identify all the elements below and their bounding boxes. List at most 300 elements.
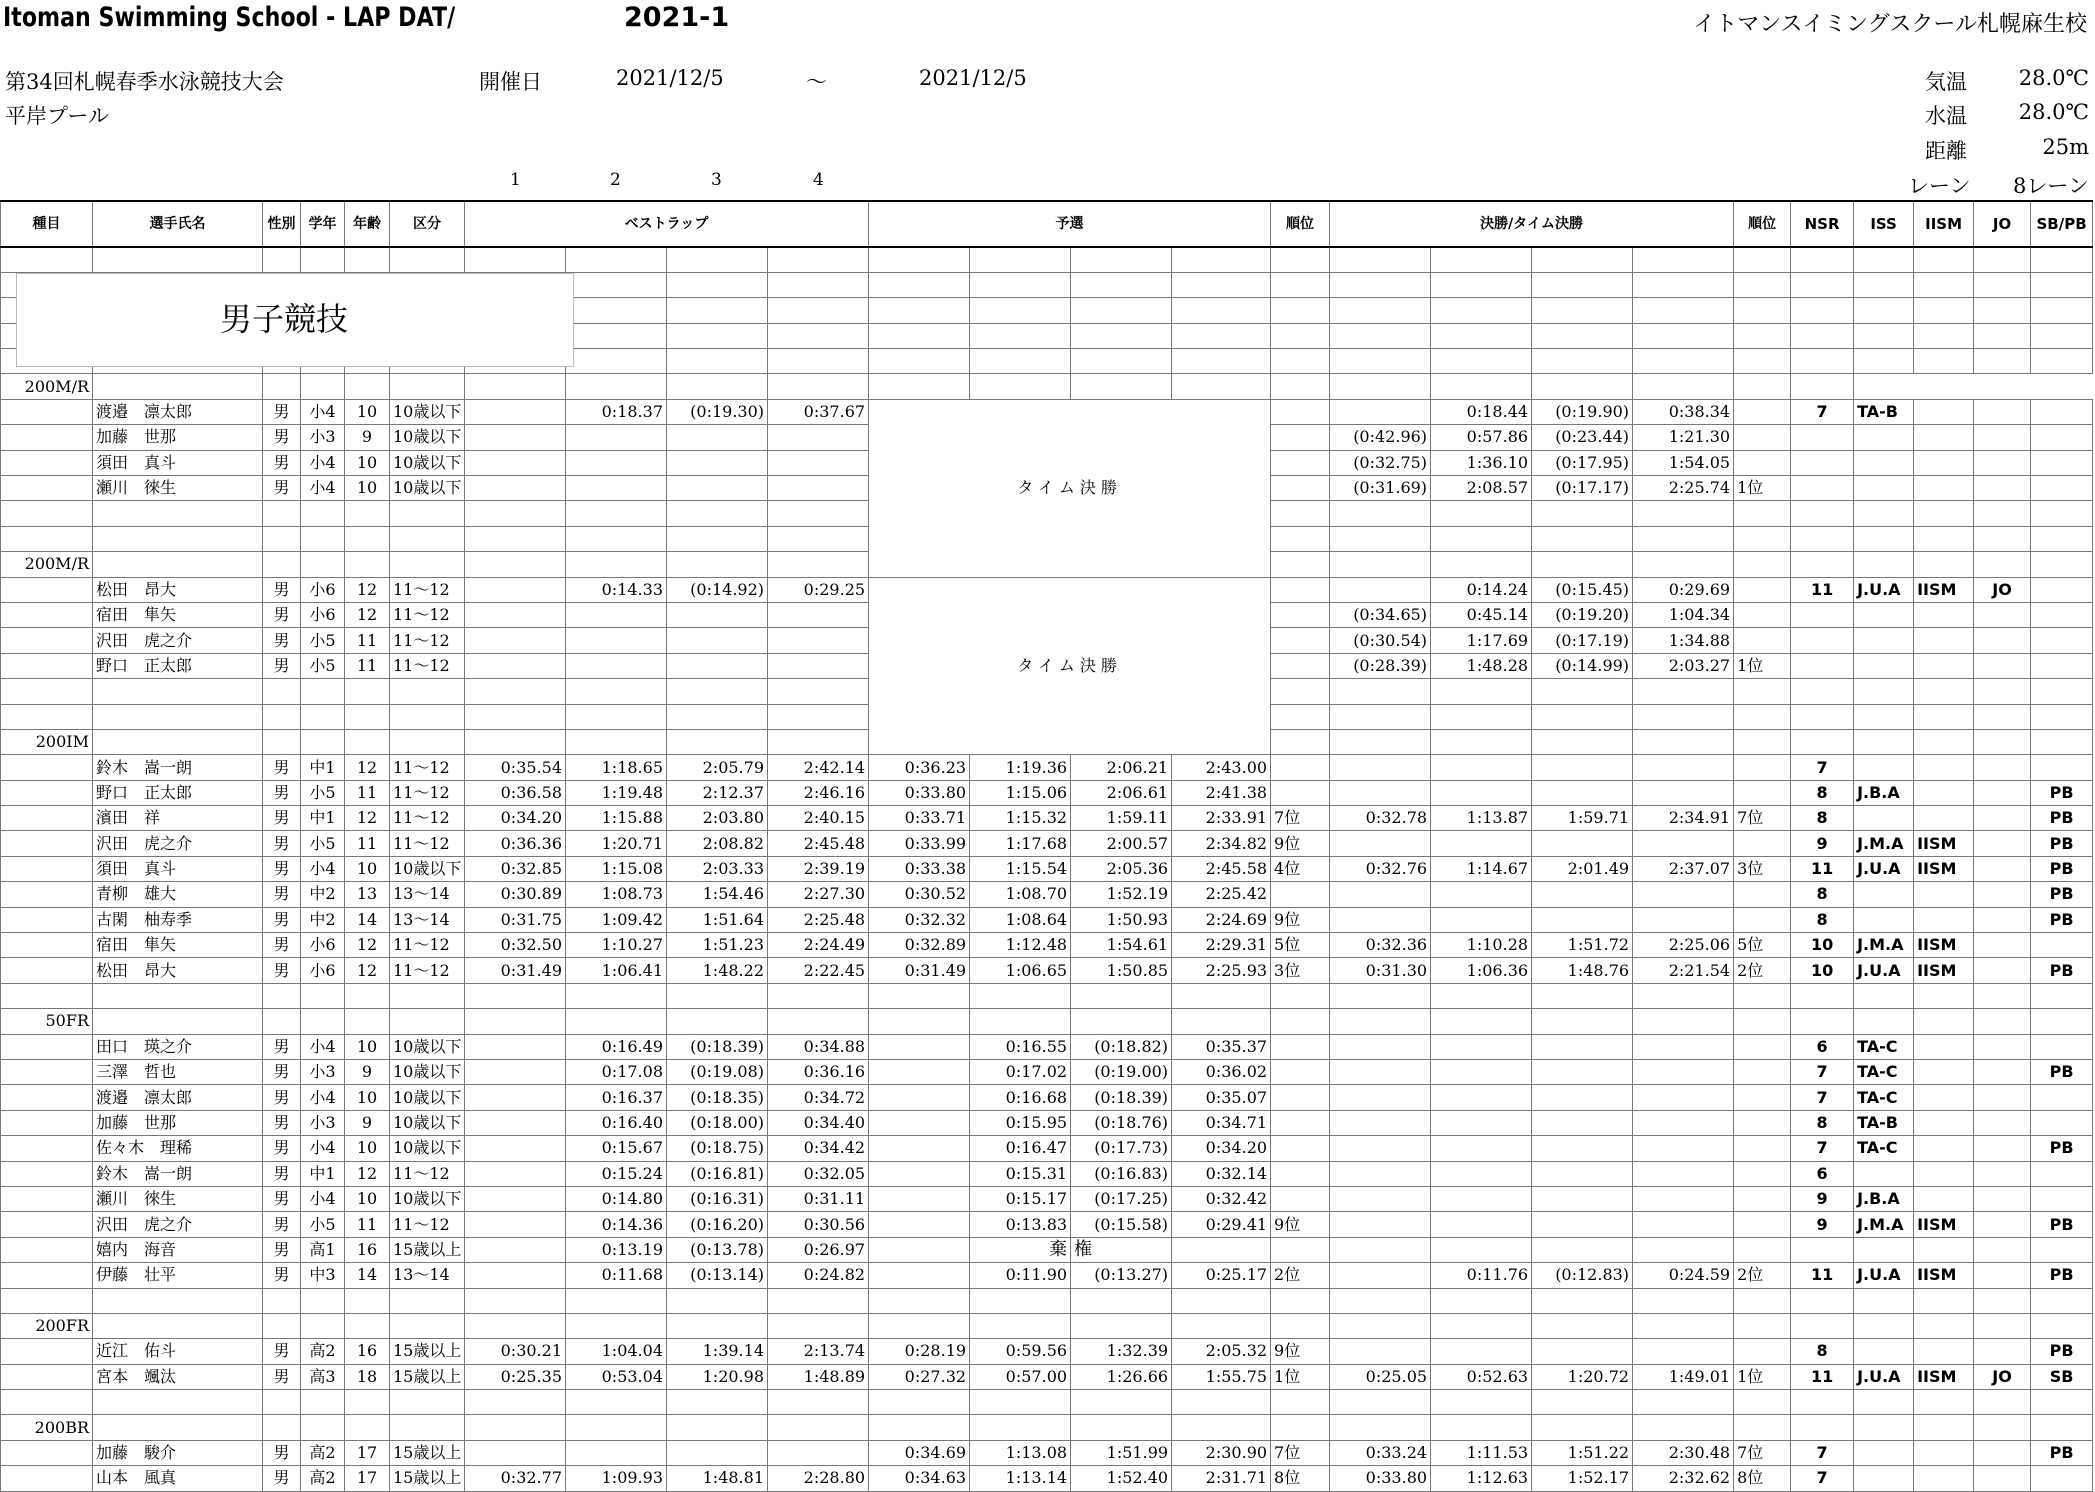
empty-cell [465,247,566,272]
empty-cell [1974,983,2031,1008]
swimmer-name: 渡邉 凛太郎 [93,399,263,424]
table-row [1,1186,2093,1211]
sbpb-value [2031,755,2093,780]
empty-cell [869,247,970,272]
empty-cell [869,1415,970,1440]
final-lap-2 [1431,831,1532,856]
sbpb-value [2031,450,2093,475]
swimmer-division: 10歳以下 [390,1110,465,1135]
empty-cell [1271,1415,1330,1440]
heat-rank [1271,628,1330,653]
empty-cell [768,1313,869,1338]
empty-cell [345,247,390,272]
empty-cell [566,1288,667,1313]
nsr-value: 10 [1791,958,1854,983]
nsr-value: 6 [1791,1161,1854,1186]
jo-value [1974,1110,2031,1135]
empty-cell [2031,323,2093,348]
empty-cell [345,374,390,399]
empty-cell [1,958,93,983]
swimmer-grade: 高2 [301,1339,345,1364]
swimmer-division: 10歳以下 [390,450,465,475]
empty-cell [1,679,93,704]
final-lap-4 [1633,1339,1734,1364]
empty-cell [1,907,93,932]
best-lap-1 [465,476,566,501]
best-lap-4 [768,602,869,627]
swimmer-division: 11～12 [390,602,465,627]
empty-cell [1330,247,1431,272]
empty-cell [869,323,970,348]
empty-cell [1330,323,1431,348]
sbpb-value [2031,933,2093,958]
heat-lap-3: (0:18.76) [1071,1110,1172,1135]
lanes-value: 8レーン [2013,174,2089,198]
best-lap-4: 0:24.82 [768,1263,869,1288]
final-lap-1 [1330,882,1431,907]
empty-cell [667,298,768,323]
nsr-value: 9 [1791,1186,1854,1211]
heat-lap-2: 1:15.32 [970,806,1071,831]
heat-lap-2: 1:08.70 [970,882,1071,907]
final-lap-4 [1633,831,1734,856]
empty-cell [1271,729,1330,754]
swimmer-name: 山本 風真 [93,1466,263,1491]
sbpb-value [2031,476,2093,501]
empty-cell [1532,983,1633,1008]
swimmer-age: 9 [345,1060,390,1085]
heat-lap-3: 2:06.21 [1071,755,1172,780]
best-lap-1: 0:31.49 [465,958,566,983]
event-name: 200IM [1,729,93,754]
empty-cell [1431,247,1532,272]
empty-cell [1431,374,1532,399]
final-rank [1734,1212,1791,1237]
final-rank [1734,577,1791,602]
swimmer-age: 10 [345,399,390,424]
heat-rank [1271,1136,1330,1161]
table-row [1,1263,2093,1288]
final-lap-2 [1431,1110,1532,1135]
empty-cell [345,552,390,577]
final-lap-4: 0:38.34 [1633,399,1734,424]
swimmer-sex: 男 [263,1339,301,1364]
jo-value [1974,831,2031,856]
empty-cell [2031,1390,2093,1415]
best-lap-2: 0:15.24 [566,1161,667,1186]
heat-lap-4: 2:25.42 [1172,882,1271,907]
swimmer-division: 10歳以下 [390,856,465,881]
table-row [1,1237,2093,1262]
final-lap-3 [1532,1212,1633,1237]
nsr-value: 8 [1791,806,1854,831]
event-row [1,374,2093,399]
heat-lap-3: (0:13.27) [1071,1263,1172,1288]
empty-cell [667,349,768,374]
empty-cell [768,1288,869,1313]
swimmer-sex: 男 [263,1110,301,1135]
best-lap-4: 0:36.16 [768,1060,869,1085]
iism-value: IISM [1914,1364,1974,1389]
empty-cell [667,323,768,348]
empty-cell [465,679,566,704]
empty-cell [345,983,390,1008]
col-heat-rank: 順位 [1271,201,1330,247]
final-lap-4 [1633,1060,1734,1085]
table-row [1,1060,2093,1085]
heat-lap-1 [869,1110,970,1135]
final-lap-4: 1:54.05 [1633,450,1734,475]
swimmer-name: 鈴木 嵩一朗 [93,755,263,780]
swimmer-age: 12 [345,602,390,627]
final-lap-4: 2:32.62 [1633,1466,1734,1491]
empty-cell [1854,323,1914,348]
final-lap-4: 1:49.01 [1633,1364,1734,1389]
swimmer-age: 11 [345,653,390,678]
table-row [1,882,2093,907]
empty-cell [667,1415,768,1440]
empty-cell [1974,1313,2031,1338]
heat-lap-2: 1:19.36 [970,755,1071,780]
table-row [1,1085,2093,1110]
best-lap-3: (0:18.00) [667,1110,768,1135]
spacer-row [1,1390,2093,1415]
iism-value [1914,755,1974,780]
empty-cell [301,247,345,272]
empty-cell [301,1313,345,1338]
empty-cell [1,933,93,958]
empty-cell [2031,1313,2093,1338]
table-row [1,577,2093,602]
event-row [1,1009,2093,1034]
table-row [1,1034,2093,1059]
heat-lap-1: 0:32.32 [869,907,970,932]
empty-cell [1974,501,2031,526]
empty-cell [1431,679,1532,704]
final-lap-3: (0:15.45) [1532,577,1633,602]
final-lap-2: 1:11.53 [1431,1440,1532,1465]
empty-cell [768,247,869,272]
best-lap-3: 1:51.23 [667,933,768,958]
heat-lap-2: 1:15.06 [970,780,1071,805]
swimmer-division: 10歳以下 [390,399,465,424]
heat-lap-4: 2:05.32 [1172,1339,1271,1364]
sbpb-value: PB [2031,806,2093,831]
swimmer-name: 嬉内 海音 [93,1237,263,1262]
empty-cell [1,247,93,272]
final-lap-3 [1532,831,1633,856]
iss-value [1854,1339,1914,1364]
iism-value [1914,628,1974,653]
final-lap-1 [1330,399,1431,424]
heat-rank: 9位 [1271,1212,1330,1237]
empty-cell [345,1390,390,1415]
empty-cell [263,983,301,1008]
empty-cell [1271,526,1330,551]
heat-lap-3: 2:06.61 [1071,780,1172,805]
heat-lap-4 [1172,1237,1271,1262]
heat-lap-2: 1:06.65 [970,958,1071,983]
final-lap-2: 1:14.67 [1431,856,1532,881]
empty-cell [1914,704,1974,729]
empty-cell [1271,983,1330,1008]
sbpb-value [2031,577,2093,602]
event-name: 200M/R [1,374,93,399]
final-lap-1: (0:32.75) [1330,450,1431,475]
empty-cell [566,1313,667,1338]
best-lap-3: (0:19.08) [667,1060,768,1085]
empty-cell [1734,704,1791,729]
empty-cell [1431,1415,1532,1440]
heat-rank: 1位 [1271,1364,1330,1389]
swimmer-grade: 小6 [301,577,345,602]
swimmer-sex: 男 [263,1263,301,1288]
empty-cell [93,983,263,1008]
swimmer-division: 11～12 [390,831,465,856]
iss-value [1854,628,1914,653]
empty-cell [1431,323,1532,348]
best-lap-4: 0:37.67 [768,399,869,424]
best-lap-2: 0:14.36 [566,1212,667,1237]
empty-cell [566,679,667,704]
swimmer-sex: 男 [263,450,301,475]
final-lap-1 [1330,755,1431,780]
empty-cell [345,1288,390,1313]
empty-cell [1854,298,1914,323]
best-lap-1: 0:31.75 [465,907,566,932]
swimmer-name: 須田 真斗 [93,856,263,881]
empty-cell [1431,983,1532,1008]
sbpb-value: PB [2031,958,2093,983]
heat-lap-3: 1:26.66 [1071,1364,1172,1389]
best-lap-4: 0:30.56 [768,1212,869,1237]
final-lap-3: 1:48.76 [1532,958,1633,983]
empty-cell [768,1415,869,1440]
best-lap-3: 2:12.37 [667,780,768,805]
empty-cell [768,501,869,526]
empty-cell [1,1364,93,1389]
empty-cell [1791,526,1854,551]
empty-cell [1633,1415,1734,1440]
swimmer-grade: 小3 [301,425,345,450]
empty-cell [970,374,1071,399]
iss-value [1854,653,1914,678]
swimmer-name: 沢田 虎之介 [93,1212,263,1237]
sbpb-value: PB [2031,907,2093,932]
empty-cell [1172,349,1271,374]
empty-cell [1974,272,2031,297]
final-lap-2 [1431,1060,1532,1085]
empty-cell [1172,323,1271,348]
sbpb-value: PB [2031,780,2093,805]
empty-cell [93,1288,263,1313]
empty-cell [1914,272,1974,297]
iss-value: J.U.A [1854,856,1914,881]
empty-cell [1734,323,1791,348]
final-lap-3 [1532,1161,1633,1186]
final-lap-1: 0:31.30 [1330,958,1431,983]
empty-cell [566,552,667,577]
final-lap-2: 0:11.76 [1431,1263,1532,1288]
empty-cell [1532,526,1633,551]
best-lap-3: (0:14.92) [667,577,768,602]
final-lap-3: (0:23.44) [1532,425,1633,450]
heat-lap-1: 0:33.71 [869,806,970,831]
empty-cell [263,526,301,551]
iism-value [1914,602,1974,627]
nsr-value [1791,628,1854,653]
best-lap-1 [465,1060,566,1085]
empty-cell [1532,349,1633,374]
iss-value [1854,602,1914,627]
best-lap-3: (0:16.31) [667,1186,768,1211]
empty-cell [263,679,301,704]
empty-cell [1271,272,1330,297]
swimmer-name: 須田 真斗 [93,450,263,475]
swimmer-age: 11 [345,780,390,805]
swimmer-name: 近江 佑斗 [93,1339,263,1364]
empty-cell [2031,247,2093,272]
iism-value [1914,1237,1974,1262]
swimmer-grade: 小6 [301,933,345,958]
best-lap-3: 2:03.80 [667,806,768,831]
event-name: 200FR [1,1313,93,1338]
final-lap-3: (0:17.95) [1532,450,1633,475]
best-lap-3: (0:16.81) [667,1161,768,1186]
swimmer-sex: 男 [263,1212,301,1237]
heat-rank [1271,653,1330,678]
iss-value: J.U.A [1854,1263,1914,1288]
empty-cell [768,323,869,348]
empty-cell [1271,374,1330,399]
heat-lap-2: 1:17.68 [970,831,1071,856]
empty-cell [390,526,465,551]
final-lap-3 [1532,1034,1633,1059]
date-to: 2021/12/5 [919,66,1027,90]
empty-cell [465,1390,566,1415]
final-lap-4: 2:21.54 [1633,958,1734,983]
best-lap-2: 0:16.40 [566,1110,667,1135]
empty-cell [1633,374,1734,399]
final-rank [1734,425,1791,450]
swimmer-age: 16 [345,1237,390,1262]
heat-lap-4: 0:36.02 [1172,1060,1271,1085]
best-lap-1: 0:36.36 [465,831,566,856]
swimmer-sex: 男 [263,1060,301,1085]
best-lap-1 [465,450,566,475]
date-from: 2021/12/5 [616,66,724,90]
jo-value [1974,1186,2031,1211]
empty-cell [1,1136,93,1161]
heat-lap-4: 2:25.93 [1172,958,1271,983]
final-lap-4: 0:29.69 [1633,577,1734,602]
swimmer-age: 9 [345,1110,390,1135]
empty-cell [1271,501,1330,526]
empty-cell [1271,1390,1330,1415]
empty-cell [1271,349,1330,374]
heat-lap-2: 0:15.95 [970,1110,1071,1135]
final-lap-1 [1330,907,1431,932]
empty-cell [1431,298,1532,323]
empty-cell [465,1009,566,1034]
empty-cell [1,831,93,856]
empty-cell [1,399,93,424]
final-lap-4: 1:21.30 [1633,425,1734,450]
heat-lap-2: 1:13.14 [970,1466,1071,1491]
swimmer-sex: 男 [263,882,301,907]
best-lap-4: 2:40.15 [768,806,869,831]
empty-cell [1431,1009,1532,1034]
jo-value [1974,425,2031,450]
iss-value [1854,425,1914,450]
best-lap-2: 0:16.37 [566,1085,667,1110]
jo-value [1974,399,2031,424]
empty-cell [1431,272,1532,297]
empty-cell [345,1009,390,1034]
swimmer-sex: 男 [263,399,301,424]
empty-cell [263,1313,301,1338]
heat-lap-1: 0:33.99 [869,831,970,856]
iss-value: J.M.A [1854,933,1914,958]
best-lap-3: (0:13.14) [667,1263,768,1288]
empty-cell [1854,526,1914,551]
final-lap-1 [1330,1110,1431,1135]
jo-value: JO [1974,577,2031,602]
swimmer-division: 11～12 [390,1212,465,1237]
final-rank: 1位 [1734,653,1791,678]
empty-cell [1734,552,1791,577]
iss-value: J.M.A [1854,1212,1914,1237]
final-lap-3: 1:52.17 [1532,1466,1633,1491]
heat-lap-4: 0:29.41 [1172,1212,1271,1237]
empty-cell [1914,349,1974,374]
swimmer-age: 17 [345,1440,390,1465]
best-lap-2: 1:10.27 [566,933,667,958]
final-rank: 7位 [1734,806,1791,831]
final-rank [1734,780,1791,805]
final-rank [1734,450,1791,475]
empty-cell [1330,272,1431,297]
empty-cell [970,298,1071,323]
final-lap-4: 2:34.91 [1633,806,1734,831]
jo-value [1974,856,2031,881]
col-grade: 学年 [301,201,345,247]
empty-cell [465,1313,566,1338]
best-lap-4: 2:27.30 [768,882,869,907]
heat-rank [1271,755,1330,780]
swimmer-grade: 小4 [301,1085,345,1110]
empty-cell [1,1060,93,1085]
table-row [1,806,2093,831]
final-lap-3 [1532,882,1633,907]
empty-cell [667,1288,768,1313]
empty-cell [93,679,263,704]
empty-cell [390,1415,465,1440]
sbpb-value [2031,653,2093,678]
swimmer-grade: 小5 [301,1212,345,1237]
empty-cell [345,1415,390,1440]
lanes-label: レーン [1908,174,1971,198]
nsr-value: 7 [1791,1085,1854,1110]
swimmer-name: 古閑 柚寿季 [93,907,263,932]
empty-cell [1734,679,1791,704]
empty-cell [970,1415,1071,1440]
lap-number-4: 4 [813,170,824,190]
final-lap-1 [1330,1060,1431,1085]
heat-lap-3: 1:52.19 [1071,882,1172,907]
jo-value [1974,1161,2031,1186]
jo-value [1974,628,2031,653]
